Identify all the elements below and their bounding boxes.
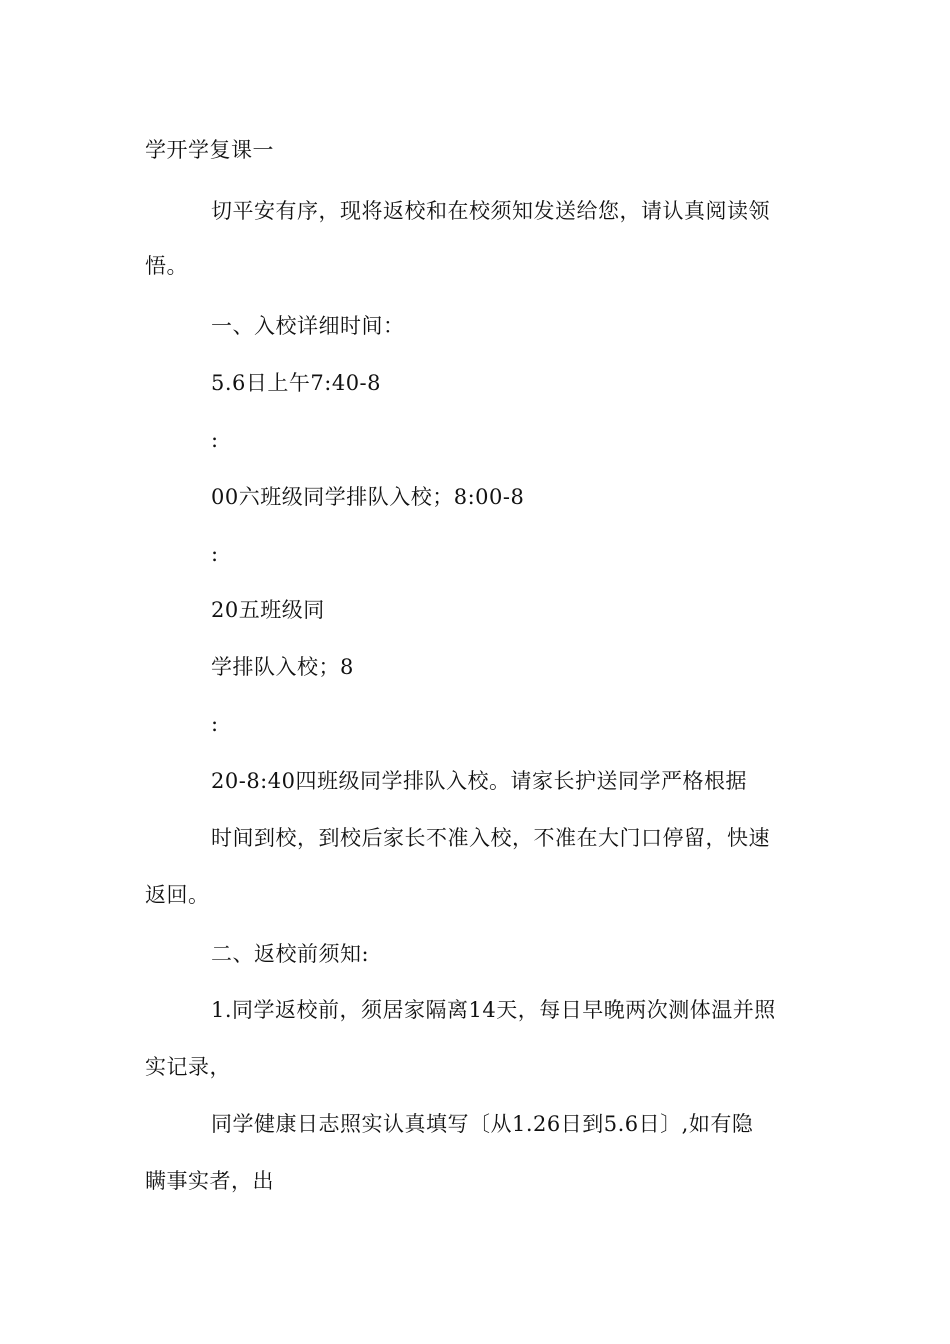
- text-line: 学开学复课一: [145, 138, 274, 162]
- text-line: 切平安有序，现将返校和在校须知发送给您，请认真阅读领: [211, 199, 770, 223]
- section-heading: 二、返校前须知:: [211, 942, 370, 966]
- text-line: 5.6日上午7:40-8: [211, 371, 382, 395]
- text-line: 实记录，: [145, 1055, 231, 1079]
- text-line: 20五班级同: [211, 598, 325, 622]
- text-line: 同学健康日志照实认真填写〔从1.26日到5.6日〕,如有隐: [211, 1112, 754, 1136]
- text-line: 学排队入校；8: [211, 655, 354, 679]
- text-line: :: [211, 428, 219, 452]
- text-line: 20-8:40四班级同学排队入校。请家长护送同学严格根据: [211, 769, 747, 793]
- text-line: 1.同学返校前，须居家隔离14天，每日早晚两次测体温并照: [211, 998, 776, 1022]
- text-line: 瞒事实者，出: [145, 1169, 274, 1193]
- text-line: 悟。: [145, 254, 188, 278]
- text-line: 00六班级同学排队入校；8:00-8: [211, 485, 525, 509]
- text-line: 返回。: [145, 883, 210, 907]
- text-line: :: [211, 542, 219, 566]
- text-line: 时间到校，到校后家长不准入校，不准在大门口停留，快速: [211, 826, 770, 850]
- text-line: :: [211, 712, 219, 736]
- section-heading: 一、入校详细时间：: [211, 314, 405, 338]
